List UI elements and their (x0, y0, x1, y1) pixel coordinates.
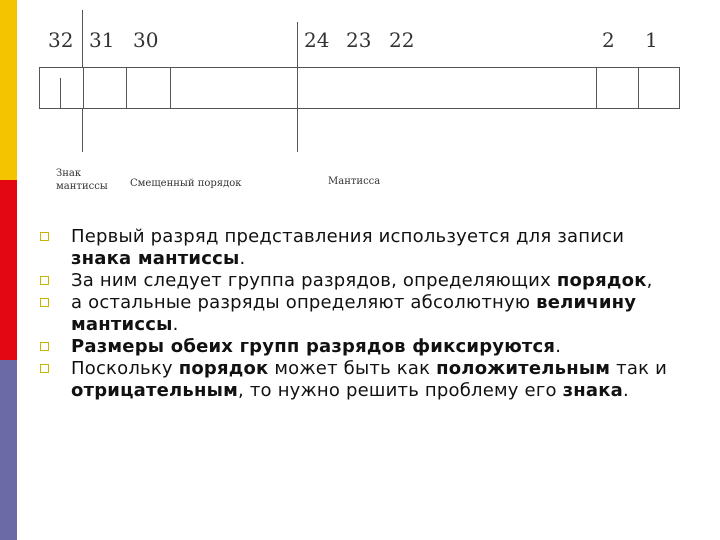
float-format-diagram (0, 0, 720, 215)
exponent-separator-line (297, 22, 298, 67)
cell-divider (297, 68, 298, 108)
bit-number-30: 30 (133, 28, 159, 52)
list-item: Поскольку порядок может быть как положительным так и отрицательным, то нужно решить проблему его знака. (40, 358, 680, 402)
sign-separator-line (82, 109, 83, 152)
square-bullet-icon (40, 298, 49, 307)
mantissa-caption: Мантисса (328, 176, 381, 187)
sign-caption: Знак мантиссы (56, 168, 108, 192)
bit-number-1: 1 (645, 28, 658, 52)
bit-number-31: 31 (89, 28, 115, 52)
cell-divider (126, 68, 127, 108)
list-item: Размеры обеих групп разрядов фиксируются. (40, 336, 680, 358)
bit-number-22: 22 (389, 28, 415, 52)
accent-stripe-purple (0, 360, 17, 540)
list-item: а остальные разряды определяют абсолютную величину мантиссы. (40, 292, 680, 336)
bit-number-23: 23 (346, 28, 372, 52)
exponent-separator-line (297, 109, 298, 152)
sign-separator-line (82, 10, 83, 67)
exponent-caption: Смещенный порядок (130, 178, 242, 189)
square-bullet-icon (40, 232, 49, 241)
square-bullet-icon (40, 276, 49, 285)
cell-divider (596, 68, 597, 108)
bit-number-24: 24 (304, 28, 330, 52)
list-item: Первый разряд представления используется для записи знака мантиссы. (40, 226, 680, 270)
bit-register (39, 67, 680, 109)
list-item: За ним следует группа разрядов, определяющих порядок, (40, 270, 680, 292)
square-bullet-icon (40, 364, 49, 373)
bit-number-32: 32 (48, 28, 74, 52)
square-bullet-icon (40, 342, 49, 351)
cell-divider (83, 68, 84, 108)
bit-number-2: 2 (602, 28, 615, 52)
sign-bit-mark (60, 78, 61, 108)
cell-divider (638, 68, 639, 108)
bullet-list (40, 226, 680, 402)
cell-divider (170, 68, 171, 108)
